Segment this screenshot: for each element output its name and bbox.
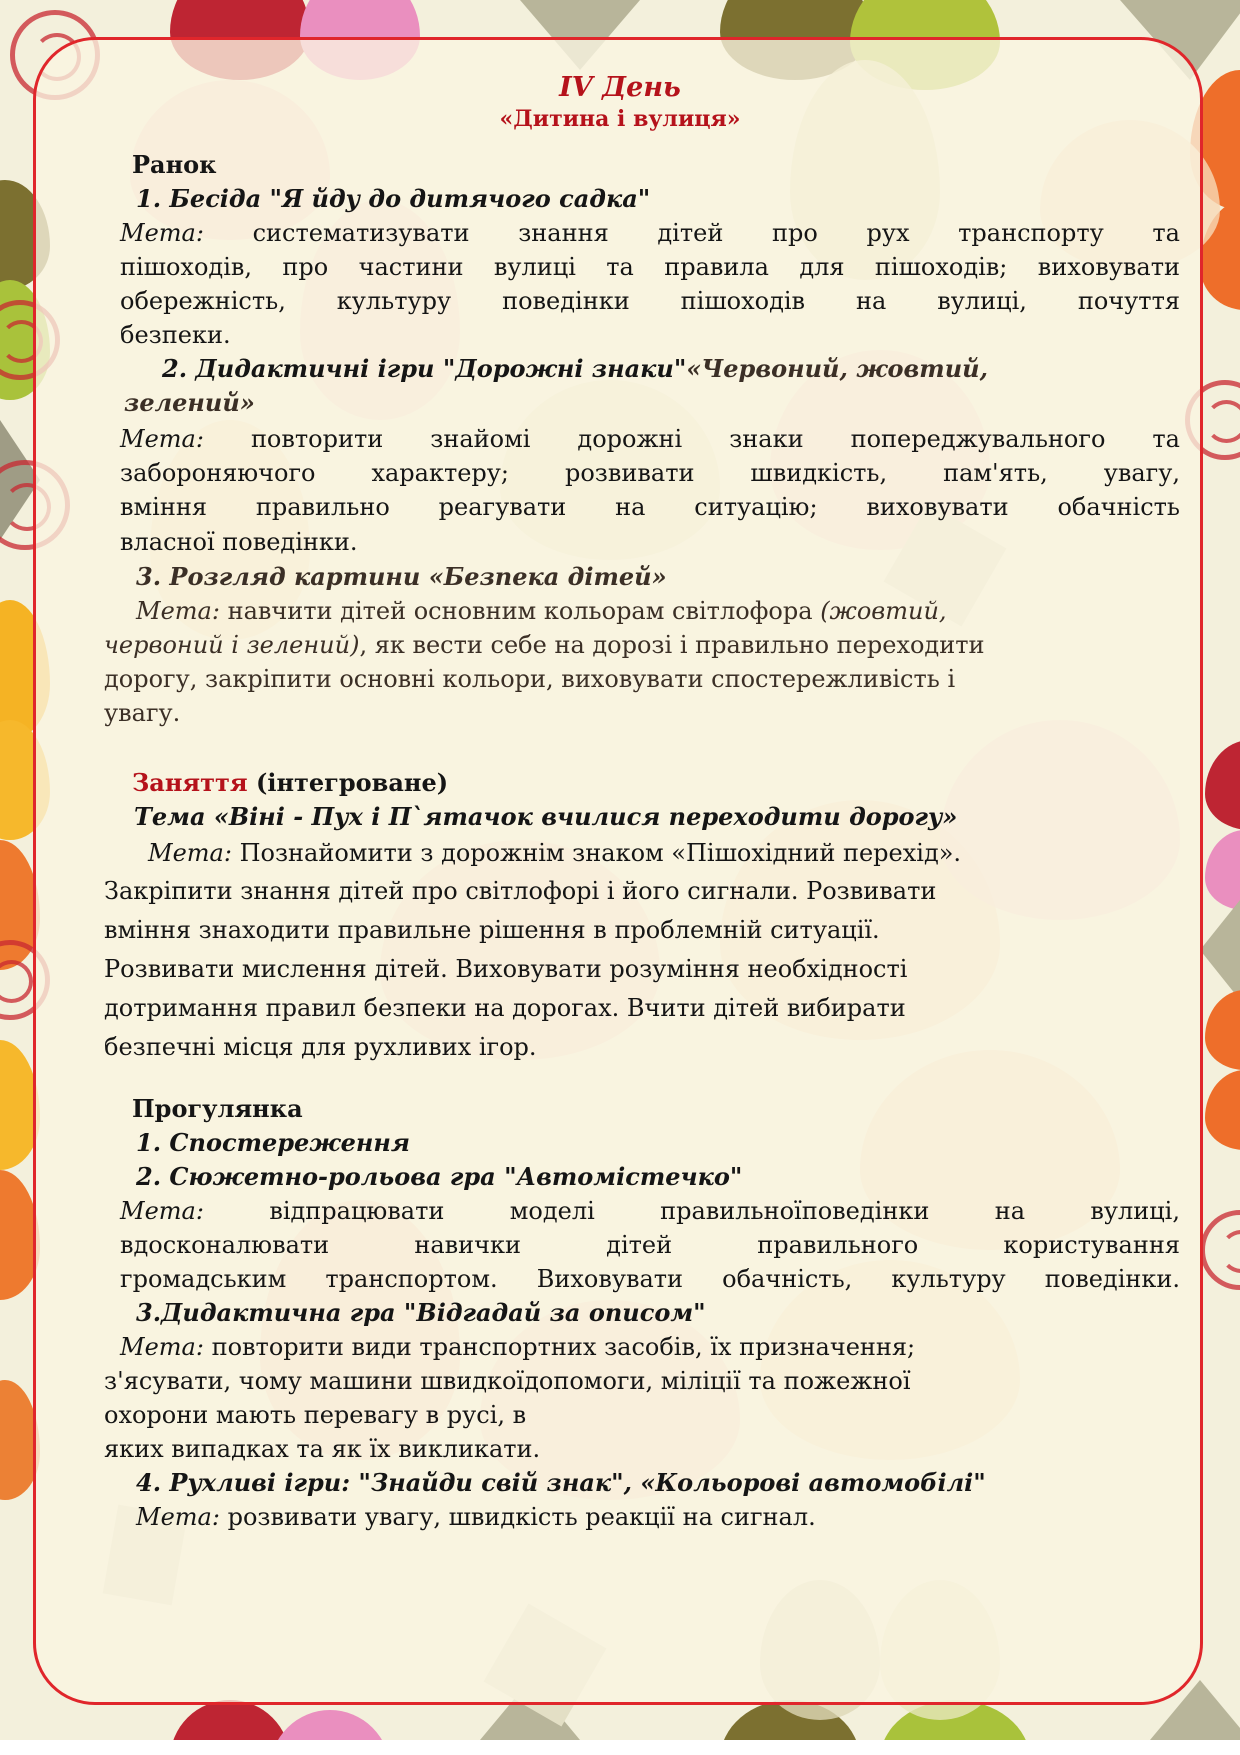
goal-label: Мета: [136, 1503, 220, 1531]
section-heading-lesson: Заняття (інтегроване) [132, 768, 449, 797]
item-goal-line: безпеки. [120, 321, 231, 349]
lesson-goal-line: Розвивати мислення дітей. Виховувати розуміння необхідності [104, 955, 908, 983]
lesson-goal-line: вміння знаходити правильне рішення в проблемній ситуації. [104, 916, 880, 944]
lesson-topic: Тема «Віні - Пух і П`ятачок вчилися переходити дорогу» [134, 802, 958, 831]
section-heading-walk: Прогулянка [132, 1094, 303, 1123]
item-goal-line: вдосконалювати навички дітей правильного користування [120, 1231, 1180, 1259]
goal-label: Мета: [120, 1197, 204, 1225]
day-title: IV День [559, 72, 681, 103]
item-title-continuation: зелений» [124, 388, 255, 417]
goal-label: Мета: [136, 597, 220, 625]
goal-label: Мета: [120, 1333, 204, 1361]
lesson-goal: Мета: Познайомити з дорожнім знаком «Пішохідний перехід». [148, 839, 962, 867]
item-goal-line: забороняючого характеру; розвивати швидкість, пам'ять, увагу, [120, 459, 1180, 487]
item-title: 2. Дидактичні ігри "Дорожні знаки"«Червоний, жовтий, [162, 354, 988, 383]
item-goal-line: червоний і зелений), як вести себе на дорозі і правильно переходити [104, 631, 985, 659]
item-goal-line: обережність, культуру поведінки пішоходів на вулиці, почуття [120, 287, 1180, 315]
goal-label: Мета: [148, 839, 232, 867]
item-goal: Мета: відпрацювати моделі правильноїповедінки на вулиці, [120, 1197, 1180, 1225]
lesson-goal-line: Закріпити знання дітей про світлофорі і його сигнали. Розвивати [104, 877, 937, 905]
goal-label: Мета: [120, 425, 204, 453]
item-title: 2. Сюжетно-рольова гра "Автомістечко" [136, 1162, 743, 1191]
item-goal-line: дорогу, закріпити основні кольори, виховувати спостережливість і [104, 665, 956, 693]
item-goal-line: вміння правильно реагувати на ситуацію; виховувати обачність [120, 493, 1180, 521]
item-goal: Мета: повторити види транспортних засобів, їх призначення; [120, 1333, 916, 1361]
goal-label: Мета: [120, 219, 204, 247]
item-title: 4. Рухливі ігри: "Знайди свій знак", «Кольорові автомобілі" [136, 1468, 986, 1497]
item-goal-line: яких випадках та як їх викликати. [104, 1435, 541, 1463]
item-goal-line: пішоходів, про частини вулиці та правила для пішоходів; виховувати [120, 253, 1180, 281]
lesson-goal-line: безпечні місця для рухливих ігор. [104, 1033, 537, 1061]
section-heading-morning: Ранок [132, 150, 217, 179]
lesson-goal-line: дотримання правил безпеки на дорогах. Вчити дітей вибирати [104, 994, 906, 1022]
item-goal: Мета: розвивати увагу, швидкість реакції на сигнал. [136, 1503, 816, 1531]
item-goal-line: увагу. [104, 699, 181, 727]
day-theme: «Дитина і вулиця» [499, 106, 741, 132]
item-title: 1. Спостереження [136, 1128, 410, 1157]
item-goal-line: охорони мають перевагу в русі, в [104, 1401, 527, 1429]
item-title: 3.Дидактична гра "Відгадай за описом" [136, 1298, 706, 1327]
item-goal: Мета: повторити знайомі дорожні знаки попереджувального та [120, 425, 1180, 453]
item-title: 3. Розгляд картини «Безпека дітей» [136, 562, 667, 591]
item-goal-line: власної поведінки. [120, 528, 358, 556]
item-goal: Мета: навчити дітей основним кольорам світлофора (жовтий, [136, 597, 947, 625]
item-goal: Мета: систематизувати знання дітей про рух транспорту та [120, 219, 1180, 247]
item-goal-line: громадським транспортом. Виховувати обачність, культуру поведінки. [120, 1265, 1180, 1293]
item-title: 1. Бесіда "Я йду до дитячого садка" [136, 184, 651, 213]
item-goal-line: з'ясувати, чому машини швидкоїдопомоги, міліції та пожежної [104, 1367, 911, 1395]
